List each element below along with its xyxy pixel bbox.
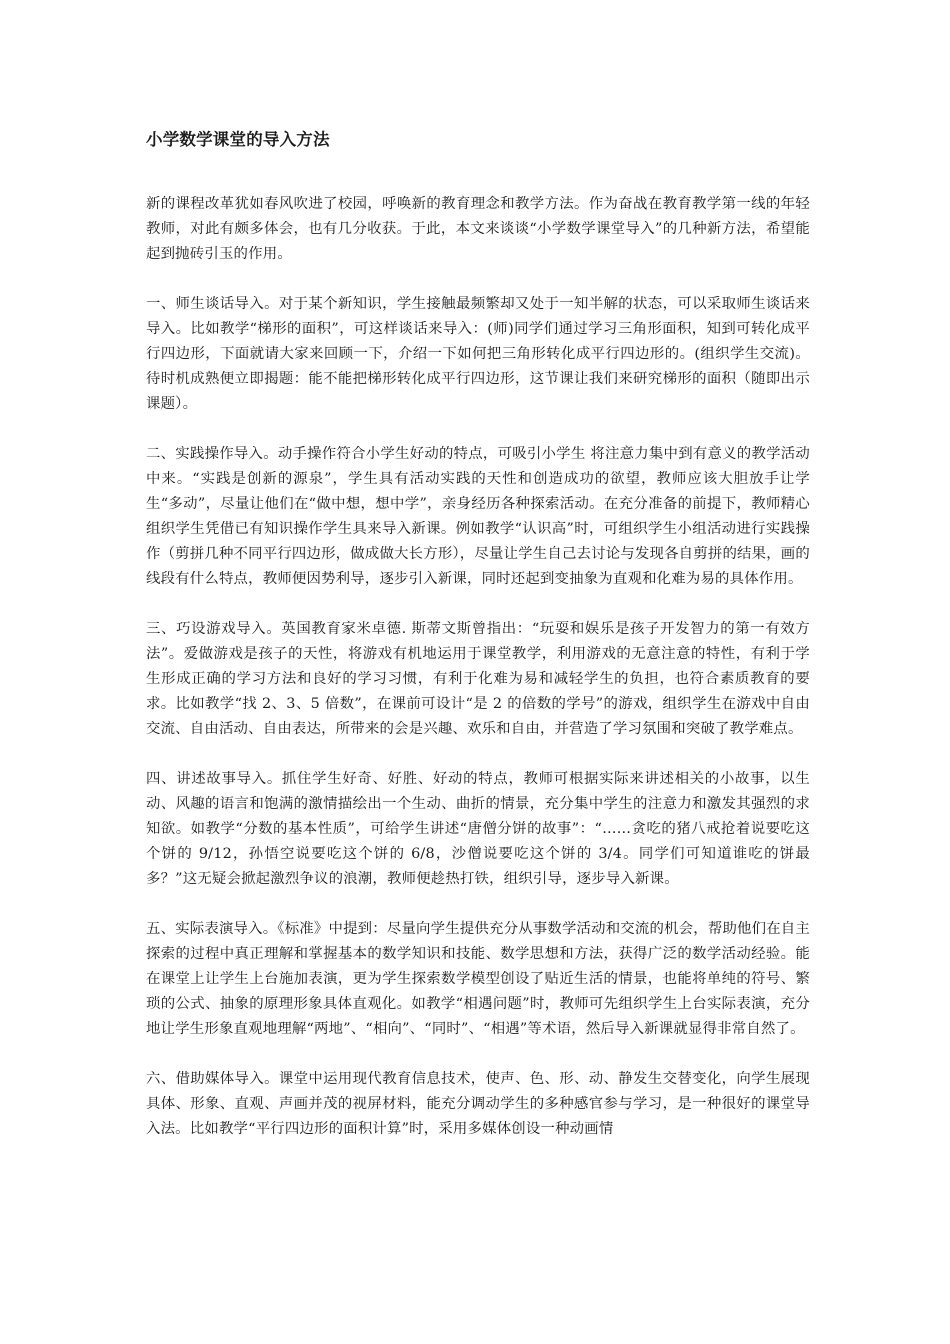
spacer — [146, 417, 810, 442]
paragraph-method-2: 二、实践操作导入。动手操作符合小学生好动的特点，可吸引小学生 将注意力集中到有意义的教学活动中来。“实践是创新的源泉”，学生具有活动实践的天性和创造成功的欲望，教师应该大胆放手让学生“多动”，尽量让他们在“做中想，想中学”，亲身经历各种探索活动。在充分准备的前提下，教师精心组织学生凭借已有知识操作学生具来导入新课。例如教学“认识高”时，可组织学生小组活动进行实践操作（剪拼几种不同平行四边形，做成做大长方形），尽量让学生自己去讨论与发现各自剪拼的结果，画的线段有什么特点，教师便因势利导，逐步引入新课，同时还起到变抽象为直观和化难为易的具体作用。 — [146, 446, 810, 587]
document-page — [146, 118, 810, 1142]
spacer — [146, 267, 810, 292]
spacer — [146, 592, 810, 617]
paragraph-method-5: 五、实际表演导入。《标准》中提到：尽量向学生提供充分从事数学活动和交流的机会，帮助他们在自主探索的过程中真正理解和掌握基本的数学知识和技能、数学思想和方法，获得广泛的数学活动经验。能在课堂上让学生上台施加表演，更为学生探索数学模型创设了贴近生活的情景，也能将单纯的符号、繁琐的公式、抽象的原理形象具体直观化。如教学“相遇问题”时，教师可先组织学生上台实际表演，充分地让学生形象直观地理解“两地”、“相向”、“同时”、“相遇”等术语，然后导入新课就显得非常自然了。 — [146, 921, 810, 1037]
spacer — [146, 152, 810, 192]
paragraph-method-1: 一、师生谈话导入。对于某个新知识，学生接触最频繁却又处于一知半解的状态，可以采取师生谈话来导入。比如教学“梯形的面积”，可这样谈话来导入：(师)同学们通过学习三角形面积，知到可转化成平行四边形，下面就请大家来回顾一下，介绍一下如何把三角形转化成平行四边形的。(组织学生交流)。待时机成熟便立即揭题：能不能把梯形转化成平行四边形，这节课让我们来研究梯形的面积（随即出示课题）。 — [146, 296, 810, 412]
spacer — [146, 742, 810, 767]
paragraph-intro: 新的课程改革犹如春风吹进了校园，呼唤新的教育理念和教学方法。作为奋战在教育教学第一线的年轻教师，对此有颇多体会，也有几分收获。于此，本文来谈谈“小学数学课堂导入”的几种新方法，希望能起到抛砖引玉的作用。 — [146, 196, 810, 262]
spacer — [146, 892, 810, 917]
paragraph-method-6: 六、借助媒体导入。课堂中运用现代教育信息技术，使声、色、形、动、静发生交替变化，向学生展现具体、形象、直观、声画并茂的视屏材料，能充分调动学生的多种感官参与学习，是一种很好的课堂导入法。比如教学“平行四边形的面积计算”时，采用多媒体创设一种动画情 — [146, 1071, 810, 1137]
spacer — [146, 1042, 810, 1067]
paragraph-method-4: 四、讲述故事导入。抓住学生好奇、好胜、好动的特点，教师可根据实际来讲述相关的小故事，以生动、风趣的语言和饱满的激情描绘出一个生动、曲折的情景，充分集中学生的注意力和激发其强烈的求知欲。如教学“分数的基本性质”，可给学生讲述“唐僧分饼的故事”：“……贪吃的猪八戒抢着说要吃这个饼的 9/12，孙悟空说要吃这个饼的 6/8，沙僧说要吃这个饼的 3/4。同学们可知道谁吃的饼最多？”这无疑会掀起激烈争议的浪潮，教师便趁热打铁，组织引导，逐步导入新课。 — [146, 771, 810, 887]
paragraph-method-3: 三、巧设游戏导入。英国教育家米卓德. 斯蒂文斯曾指出：“玩耍和娱乐是孩子开发智力的第一有效方法”。爱做游戏是孩子的天性，将游戏有机地运用于课堂教学，利用游戏的无意注意的特性，有利于学生形成正确的学习方法和良好的学习习惯，有利于化难为易和减轻学生的负担，也符合素质教育的要求。比如教学“找 2、3、5 倍数”，在课前可设计“是 2 的倍数的学号”的游戏，组织学生在游戏中自由交流、自由活动、自由表达，所带来的会是兴趣、欢乐和自由，并营造了学习氛围和突破了教学难点。 — [146, 621, 810, 737]
document-title: 小学数学课堂的导入方法 — [146, 130, 330, 149]
